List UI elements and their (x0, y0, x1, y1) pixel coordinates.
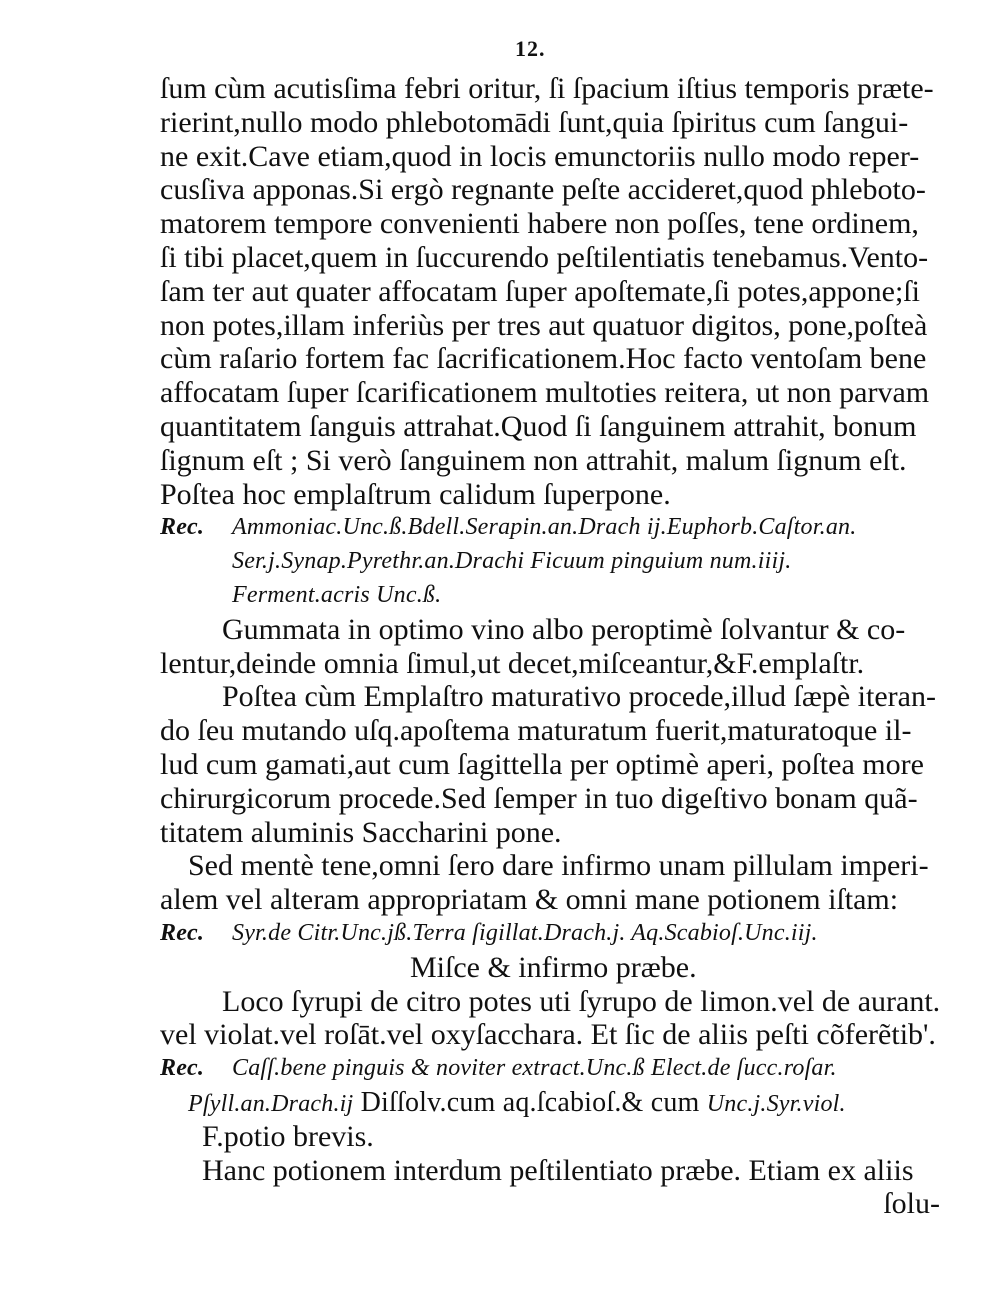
text-body (160, 72, 940, 1221)
recipe-text: Unc.j.Syr.viol. (706, 1090, 846, 1117)
text-line: ſi tibi placet,quem in ſuccurendo peſtilentiatis tenebamus.Vento- (160, 240, 929, 274)
recipe-text: Pſyll.an.Drach.ij (188, 1090, 354, 1117)
text-line: titatem aluminis Saccharini pone. (160, 815, 562, 849)
text-line: chirurgicorum procede.Sed ſemper in tuo digeſtivo bonam quã- (160, 781, 918, 815)
text-line: do ſeu mutando uſq.apoſtema maturatum fuerit,maturatoque il- (160, 714, 912, 748)
recipe-line: Ferment.acris Unc.ß. (232, 581, 442, 608)
recipe-line (160, 511, 940, 545)
recipe-line: Ser.j.Synap.Pyrethr.an.Drachi Ficuum pinguium num.iiij. (232, 548, 792, 575)
text-line: Loco ſyrupi de citro potes uti ſyrupo de limon.vel de aurant. (222, 984, 941, 1018)
text-line: Gummata in optimo vino albo peroptimè ſolvantur & co- (222, 612, 906, 646)
recipe-text: Caſſ.bene pinguis & noviter extract.Unc.ß Elect.de ſucc.roſar. (232, 1055, 837, 1082)
text-line: vel violat.vel roſāt.vel oxyſacchara. Et ſic de aliis peſti cõferẽtib'. (160, 1018, 936, 1052)
text-line: ſum cùm acutisſima febri oritur, ſi ſpacium iſtius temporis præte- (160, 72, 934, 105)
recipe-head: Rec. (160, 1055, 205, 1082)
recipe-text-roman: Diſſolv.cum aq.ſcabioſ.& cum (353, 1086, 707, 1118)
recipe-text: Ammoniac.Unc.ß.Bdell.Serapin.an.Drach ij.Euphorb.Caſtor.an. (232, 514, 857, 541)
text-line: cùm raſario fortem fac ſacrificationem.Hoc facto ventoſam bene (160, 342, 927, 376)
text-line: non potes,illam inferiùs per tres aut quatuor digitos, pone,poſteà (160, 308, 928, 342)
text-line: ſam ter aut quater affocatam ſuper apoſtemate,ſi potes,appone;ſi (160, 274, 920, 308)
text-line: matorem tempore convenienti habere non poſſes, tene ordinem, (160, 207, 919, 241)
recipe-line (160, 917, 940, 951)
page-number: 12. (515, 36, 546, 61)
text-line: rierint,nullo modo phlebotomādi ſunt,quia ſpiritus cum ſangui- (160, 105, 909, 139)
text-line: F.potio brevis. (202, 1119, 374, 1153)
text-line: ſignum eſt ; Si verò ſanguinem non attrahit, malum ſignum eſt. (160, 443, 907, 477)
text-line: lentur,deinde omnia ſimul,ut decet,miſceantur,&F.emplaſtr. (160, 646, 865, 680)
text-line: alem vel alteram appropriatam & omni mane potionem iſtam: (160, 883, 899, 917)
text-line: Sed mentè tene,omni ſero dare infirmo unam pillulam imperi- (188, 849, 929, 883)
recipe-line (160, 1052, 940, 1086)
recipe-text: Syr.de Citr.Unc.jß.Terra ſigillat.Drach.j. Aq.Scabioſ.Unc.iij. (232, 919, 818, 946)
text-line: lud cum gamati,aut cum ſagittella per optimè aperi, poſtea more (160, 747, 924, 781)
text-line: ne exit.Cave etiam,quod in locis emunctoriis nullo modo reper- (160, 139, 920, 173)
recipe-head: Rec. (160, 514, 205, 541)
text-line: Poſtea hoc emplaſtrum calidum ſuperpone. (160, 477, 671, 511)
text-line: quantitatem ſanguis attrahat.Quod ſi ſanguinem attrahit, bonum (160, 409, 917, 443)
recipe-head: Rec. (160, 919, 205, 946)
text-line: Hanc potionem interdum peſtilentiato præbe. Etiam ex aliis (202, 1153, 914, 1187)
text-line: cusſiva apponas.Si ergò regnante peſte accideret,quod phlebotο- (160, 173, 926, 207)
text-line: Poſtea cùm Emplaſtro maturativo procede,illud ſæpè iteran- (222, 680, 936, 714)
recipe-line (160, 1086, 940, 1120)
catchword: ſolu- (883, 1187, 940, 1221)
text-line: Miſce & infirmo præbe. (410, 950, 697, 984)
text-line: affocatam ſuper ſcarificationem multoties reitera, ut non parvam (160, 376, 930, 410)
